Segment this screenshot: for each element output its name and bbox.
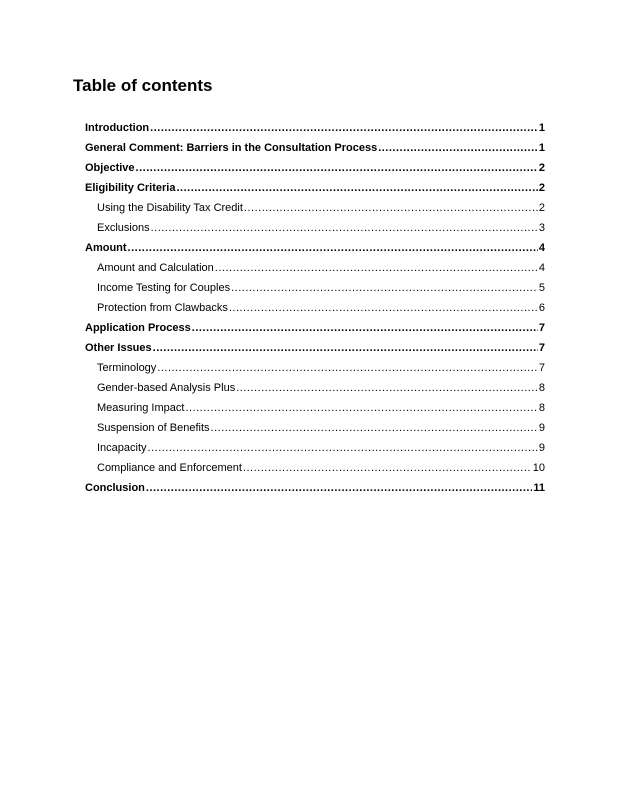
toc-entry-page: 10 bbox=[532, 462, 545, 474]
toc-entry-amount-calculation[interactable] bbox=[85, 258, 545, 278]
toc-dot-leader bbox=[148, 438, 538, 458]
toc-entry-page: 9 bbox=[538, 442, 545, 454]
toc-entry-suspension-of-benefits[interactable] bbox=[85, 418, 545, 438]
toc-entry-disability-tax-credit[interactable] bbox=[85, 198, 545, 218]
toc-dot-leader bbox=[244, 198, 538, 218]
toc-entry-compliance-enforcement[interactable] bbox=[85, 458, 545, 478]
toc-entry-page: 8 bbox=[538, 382, 545, 394]
toc-entry-label: Eligibility Criteria bbox=[85, 182, 176, 194]
toc-entry-other-issues[interactable] bbox=[85, 338, 545, 358]
toc-dot-leader bbox=[231, 278, 538, 298]
toc-dot-leader bbox=[192, 318, 538, 338]
toc-entry-page: 11 bbox=[533, 482, 545, 494]
toc-entry-conclusion[interactable] bbox=[85, 478, 545, 498]
toc-entry-label: Other Issues bbox=[85, 342, 152, 354]
toc-entry-label: Exclusions bbox=[97, 222, 150, 234]
toc-entry-measuring-impact[interactable] bbox=[85, 398, 545, 418]
toc-dot-leader bbox=[157, 358, 538, 378]
toc-entry-eligibility-criteria[interactable] bbox=[85, 178, 545, 198]
toc-entry-page: 2 bbox=[538, 162, 545, 174]
toc-list bbox=[85, 118, 545, 498]
toc-dot-leader bbox=[215, 258, 538, 278]
toc-entry-objective[interactable] bbox=[85, 158, 545, 178]
toc-entry-income-testing[interactable] bbox=[85, 278, 545, 298]
toc-entry-page: 5 bbox=[538, 282, 545, 294]
toc-dot-leader bbox=[151, 218, 538, 238]
toc-dot-leader bbox=[150, 118, 538, 138]
toc-dot-leader bbox=[229, 298, 538, 318]
toc-entry-clawbacks[interactable] bbox=[85, 298, 545, 318]
toc-entry-label: Using the Disability Tax Credit bbox=[97, 202, 243, 214]
toc-entry-label: Amount and Calculation bbox=[97, 262, 214, 274]
toc-dot-leader bbox=[211, 418, 538, 438]
toc-entry-page: 3 bbox=[538, 222, 545, 234]
toc-entry-label: Application Process bbox=[85, 322, 191, 334]
toc-entry-general-comment[interactable] bbox=[85, 138, 545, 158]
toc-entry-page: 8 bbox=[538, 402, 545, 414]
toc-entry-amount[interactable] bbox=[85, 238, 545, 258]
toc-dot-leader bbox=[146, 478, 532, 498]
toc-entry-application-process[interactable] bbox=[85, 318, 545, 338]
toc-entry-label: Introduction bbox=[85, 122, 150, 134]
toc-entry-page: 2 bbox=[538, 202, 545, 214]
toc-title: Table of contents bbox=[73, 76, 213, 95]
toc-entry-label: Gender-based Analysis Plus bbox=[97, 382, 236, 394]
toc-entry-page: 2 bbox=[538, 182, 545, 194]
toc-entry-label: Measuring Impact bbox=[97, 402, 185, 414]
toc-entry-page: 6 bbox=[538, 302, 545, 314]
toc-entry-label: Conclusion bbox=[85, 482, 145, 494]
toc-entry-label: Suspension of Benefits bbox=[97, 422, 210, 434]
toc-entry-page: 9 bbox=[538, 422, 545, 434]
toc-entry-label: Income Testing for Couples bbox=[97, 282, 231, 294]
toc-entry-label: Amount bbox=[85, 242, 127, 254]
toc-entry-label: Objective bbox=[85, 162, 135, 174]
toc-dot-leader bbox=[236, 378, 538, 398]
toc-entry-gender-based-analysis[interactable] bbox=[85, 378, 545, 398]
toc-entry-label: General Comment: Barriers in the Consultation Process bbox=[85, 142, 378, 154]
toc-dot-leader bbox=[128, 238, 538, 258]
toc-entry-terminology[interactable] bbox=[85, 358, 545, 378]
toc-entry-exclusions[interactable] bbox=[85, 218, 545, 238]
toc-entry-label: Incapacity bbox=[97, 442, 147, 454]
toc-entry-page: 4 bbox=[538, 242, 545, 254]
toc-dot-leader bbox=[378, 138, 538, 158]
toc-entry-label: Terminology bbox=[97, 362, 157, 374]
toc-dot-leader bbox=[176, 178, 537, 198]
toc-dot-leader bbox=[185, 398, 537, 418]
toc-entry-introduction[interactable] bbox=[85, 118, 545, 138]
toc-entry-label: Compliance and Enforcement bbox=[97, 462, 242, 474]
toc-dot-leader bbox=[243, 458, 532, 478]
toc-entry-page: 4 bbox=[538, 262, 545, 274]
toc-entry-page: 1 bbox=[538, 122, 545, 134]
toc-dot-leader bbox=[153, 338, 538, 358]
toc-entry-page: 7 bbox=[538, 342, 545, 354]
toc-entry-page: 7 bbox=[538, 362, 545, 374]
toc-dot-leader bbox=[136, 158, 538, 178]
toc-entry-label: Protection from Clawbacks bbox=[97, 302, 228, 314]
toc-entry-page: 7 bbox=[538, 322, 545, 334]
toc-entry-page: 1 bbox=[538, 142, 545, 154]
toc-entry-incapacity[interactable] bbox=[85, 438, 545, 458]
